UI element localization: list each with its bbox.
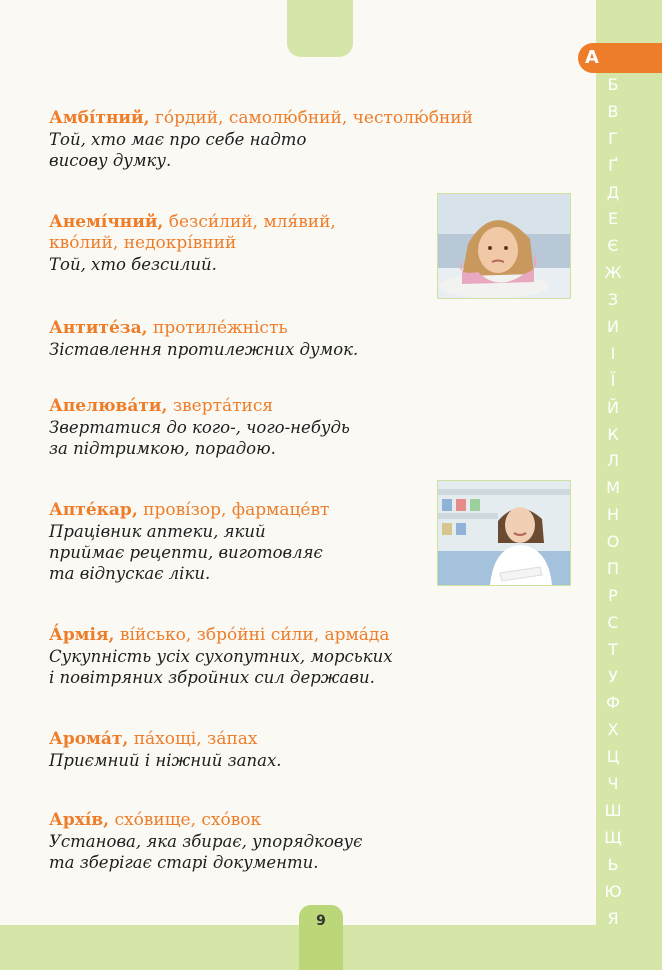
entry-headline (49, 108, 569, 129)
entry-synonyms: схо́вище, схо́вок (109, 810, 262, 830)
alphabet-letter[interactable]: Ь (607, 854, 619, 874)
pharmacist-illustration (438, 481, 570, 585)
entry-synonyms: протиле́жність (147, 318, 288, 338)
entry-definition: Сукупність усіх сухопутних, морських і повітряних збройних сил держави. (49, 647, 393, 687)
alphabet-letter[interactable]: Є (607, 236, 619, 256)
alphabet-letter[interactable]: Б (607, 75, 619, 94)
alphabet-letter[interactable]: И (607, 317, 619, 337)
alphabet-letter[interactable]: Р (608, 585, 618, 605)
entry-definition: Установа, яка збирає, упорядковує та зберігає старі документи. (49, 832, 363, 872)
alphabet-letter[interactable]: Щ (604, 827, 622, 847)
page-number: 9 (316, 913, 326, 929)
entry-definition: Працівник аптеки, який приймає рецепти, виготовляє та відпускає ліки. (49, 522, 323, 583)
entry-headline (49, 810, 569, 831)
alphabet-letter[interactable]: Д (606, 182, 620, 202)
entry-word: Арома́т, (49, 729, 129, 749)
alphabet-letter[interactable]: П (606, 559, 620, 579)
alphabet-letter[interactable]: Ш (604, 801, 622, 821)
tired-girl-illustration (438, 194, 570, 298)
entry-word: Анемі́чний, (49, 212, 164, 232)
dictionary-entry (49, 396, 569, 459)
alphabet-letter[interactable]: Ц (606, 747, 620, 767)
entry-headline (49, 318, 569, 339)
entry-word: Антите́за, (49, 318, 148, 338)
entry-synonyms: ві́йсько, збро́йні си́ли, арма́да (114, 625, 390, 645)
alphabet-letter[interactable]: О (606, 532, 620, 552)
entry-headline (49, 212, 429, 254)
entry-synonyms: безси́лий, мля́вий, кво́лий, недокрі́вний (49, 212, 336, 253)
alphabet-letter[interactable]: В (607, 101, 619, 121)
alphabet-letter[interactable]: З (607, 290, 619, 310)
entry-word: Архі́в, (49, 810, 110, 830)
alphabet-letter[interactable]: М (606, 478, 620, 498)
alphabet-letter[interactable]: Й (607, 397, 619, 417)
entry-definition: Той, хто безсилий. (49, 255, 217, 274)
dictionary-entry (49, 729, 569, 771)
dictionary-entry (49, 108, 569, 171)
entry-synonyms: па́хощі, за́пах (128, 729, 258, 749)
photo-pharmacist (437, 480, 571, 586)
alphabet-letter[interactable]: К (607, 424, 619, 444)
dictionary-entry (49, 810, 569, 873)
entry-synonyms: прові́зор, фармаце́вт (137, 500, 330, 520)
entry-definition: Звертатися до кого-, чого-небудь за підтримкою, порадою. (49, 418, 350, 458)
alphabet-index-list (600, 72, 626, 933)
entry-definition: Приємний і ніжний запах. (49, 751, 282, 770)
alphabet-letter[interactable]: Г (608, 128, 618, 148)
entry-word: А́рмія, (49, 625, 115, 645)
entry-headline (49, 729, 569, 750)
dictionary-entry (49, 318, 569, 360)
alphabet-letter[interactable]: Ю (604, 881, 622, 901)
alphabet-letter[interactable]: Ч (607, 774, 619, 794)
alphabet-letter[interactable]: Л (606, 451, 620, 471)
alphabet-letter[interactable]: Ж (604, 263, 622, 283)
alphabet-letter[interactable]: У (608, 666, 618, 686)
entry-word: Апте́кар, (49, 500, 138, 520)
alphabet-letter[interactable]: І (610, 343, 616, 363)
top-tab (287, 0, 353, 57)
dictionary-entry (49, 625, 569, 688)
alphabet-letter[interactable]: Ф (606, 693, 620, 713)
alphabet-letter[interactable]: Е (607, 209, 619, 229)
photo-tired-girl (437, 193, 571, 299)
entry-word: Амбі́тний, (49, 108, 150, 128)
dictionary-entry (49, 212, 429, 275)
alphabet-letter[interactable]: С (607, 612, 619, 632)
alphabet-letter[interactable]: Х (607, 720, 619, 740)
entry-synonyms: го́рдий, самолю́бний, честолю́бний (149, 108, 473, 128)
entry-definition: Зіставлення протилежних думок. (49, 340, 359, 359)
alphabet-letter[interactable]: Я (607, 908, 619, 928)
entry-headline (49, 396, 569, 417)
entry-synonyms: зверта́тися (167, 396, 274, 416)
alphabet-letter[interactable]: Н (606, 505, 620, 525)
entry-headline (49, 625, 569, 646)
alphabet-letter[interactable]: Т (608, 639, 618, 659)
dictionary-entry (49, 500, 429, 584)
alphabet-letter[interactable]: Ї (610, 370, 616, 390)
alphabet-active-letter: А (585, 47, 599, 68)
entry-headline (49, 500, 429, 521)
alphabet-letter[interactable]: Ґ (608, 155, 618, 175)
entry-word: Апелюва́ти, (49, 396, 168, 416)
entry-definition: Той, хто має про себе надто висову думку. (49, 130, 307, 170)
